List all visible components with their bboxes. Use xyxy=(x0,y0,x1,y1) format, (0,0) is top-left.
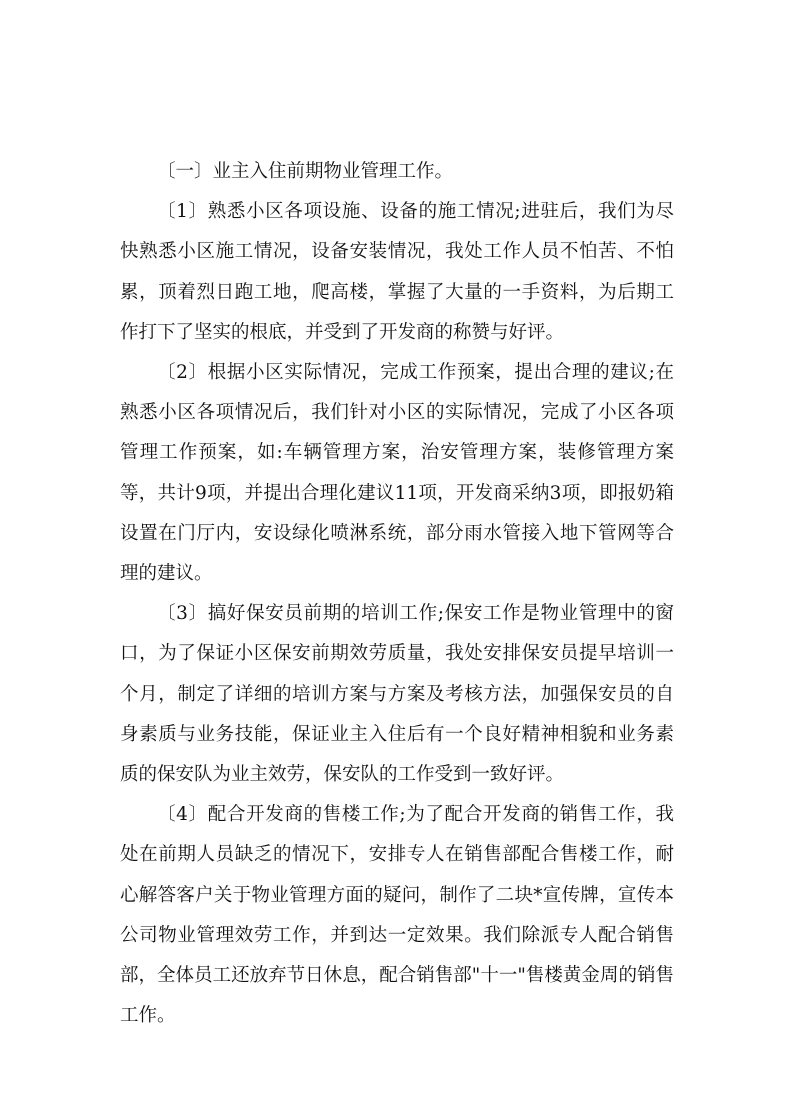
paragraph-3: 〔3〕搞好保安员前期的培训工作;保安工作是物业管理中的窗口，为了保证小区保安前期效劳质量，我处安排保安员提早培训一个月，制定了详细的培训方案与方案及考核方法，加强保安员的自身素质与业务技能，保证业主入住后有一个良好精神相貌和业务素质的保安队为业主效劳，保安队的工作受到一致好评。 xyxy=(120,603,674,786)
document-body xyxy=(120,152,674,1036)
paragraph-2: 〔2〕根据小区实际情况，完成工作预案，提出合理的建议;在熟悉小区各项情况后，我们针对小区的实际情况，完成了小区各项管理工作预案，如:车辆管理方案，治安管理方案，装修管理方案等，共计9项，并提出合理化建议11项，开发商采纳3项，即报奶箱设置在门厅内，安设绿化喷淋系统，部分雨水管接入地下管网等合理的建议。 xyxy=(120,362,674,585)
paragraph-4: 〔4〕配合开发商的售楼工作;为了配合开发商的销售工作，我处在前期人员缺乏的情况下，安排专人在销售部配合售楼工作，耐心解答客户关于物业管理方面的疑问，制作了二块*宣传牌，宣传本公司物业管理效劳工作，并到达一定效果。我们除派专人配合销售部，全体员工还放弃节日休息，配合销售部"十一"售楼黄金周的销售工作。 xyxy=(120,804,674,1027)
section-heading: 〔一〕业主入住前期物业管理工作。 xyxy=(157,161,454,182)
paragraph-1: 〔1〕熟悉小区各项设施、设备的施工情况;进驻后，我们为尽快熟悉小区施工情况，设备安装情况，我处工作人员不怕苦、不怕累，顶着烈日跑工地，爬高楼，掌握了大量的一手资料，为后期工作打下了坚实的根底，并受到了开发商的称赞与好评。 xyxy=(120,201,674,343)
